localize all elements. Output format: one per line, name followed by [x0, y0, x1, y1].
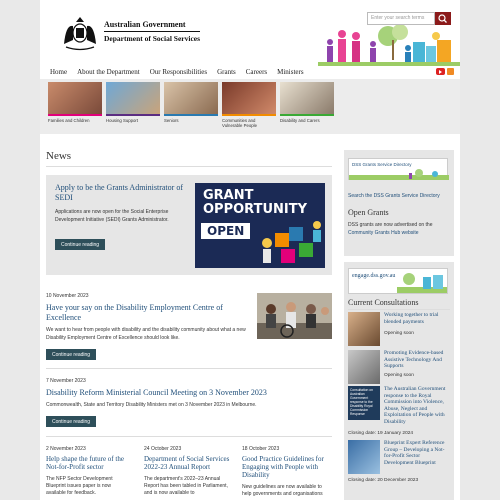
- grant-image-text-line1: GRANT OPPORTUNITY: [203, 188, 308, 217]
- news-divider: [46, 436, 332, 437]
- topic-color-bar: [106, 114, 160, 116]
- featured-news-title[interactable]: Apply to be the Grants Administrator of SEDI: [55, 183, 183, 202]
- consultation-item[interactable]: [348, 440, 450, 490]
- continue-reading-button[interactable]: Continue reading: [46, 349, 96, 360]
- topic-communities[interactable]: [222, 82, 276, 128]
- search-input[interactable]: [367, 12, 435, 25]
- main-navigation: [50, 68, 304, 78]
- grant-opportunity-image: [195, 183, 325, 268]
- department-name: Department of Social Services: [104, 34, 201, 43]
- news-text: New guidelines are now available to help governments and organisations: [242, 484, 323, 497]
- consultation-status: Opening soon: [384, 331, 414, 336]
- featured-news: [46, 175, 332, 275]
- disability-employment-image: [257, 293, 332, 339]
- news-title[interactable]: Have your say on the Disability Employment Centre of Excellence: [46, 303, 223, 322]
- grants-service-directory-title: DSS Grants Service Directory: [352, 162, 412, 167]
- featured-news-text: Applications are now open for the Social Enterprise Development Initiative (SEDI) Grants Administrator.: [55, 209, 169, 223]
- topic-disability[interactable]: [280, 82, 334, 123]
- consultation-closing-date: Closing date: 19 January 2024: [348, 431, 414, 436]
- topic-label: Seniors: [164, 118, 179, 123]
- search-placeholder: Enter your search terms: [371, 15, 425, 21]
- news-title[interactable]: Good Practice Guidelines for Engaging with People with Disability: [242, 455, 324, 479]
- youtube-icon[interactable]: [436, 68, 445, 75]
- consultation-thumbnail: [348, 350, 380, 384]
- search-icon: [435, 12, 451, 25]
- sidebar-divider: [348, 309, 450, 310]
- news-date: 18 October 2023: [242, 446, 280, 452]
- consultation-item[interactable]: [348, 350, 450, 388]
- news-divider: [46, 166, 332, 167]
- consultation-item[interactable]: [348, 386, 450, 442]
- consultation-title[interactable]: Promoting Evidence-based Assistive Technology And Supports: [384, 350, 444, 369]
- logo-divider: [104, 31, 200, 32]
- engage-banner: [397, 271, 447, 293]
- topic-color-bar: [48, 114, 102, 116]
- royal-commission-thumbnail: Consultation on Australian Government response to the Disability Royal Commission Response: [348, 386, 380, 420]
- news-date: 2 November 2023: [46, 446, 86, 452]
- topic-families[interactable]: [48, 82, 102, 123]
- news-date: 24 October 2023: [144, 446, 182, 452]
- topic-label: Housing Support: [106, 118, 139, 123]
- topic-strip: [40, 79, 460, 134]
- topic-seniors[interactable]: [164, 82, 218, 123]
- topic-label: Families and Children: [48, 118, 90, 123]
- news-text: The NFP Sector Development Blueprint issues paper is now available for feedback.: [46, 476, 113, 496]
- topic-thumbnail: [222, 82, 276, 114]
- coat-of-arms-icon: [60, 14, 100, 52]
- continue-reading-button[interactable]: Continue reading: [46, 416, 96, 427]
- current-consultations-heading: Current Consultations: [348, 298, 419, 307]
- consultation-closing-date: Closing date: 20 December 2023: [348, 478, 419, 483]
- nav-grants[interactable]: Grants: [217, 68, 236, 76]
- topic-housing[interactable]: [106, 82, 160, 123]
- government-name: Australian Government: [104, 20, 186, 29]
- news-title[interactable]: Help shape the future of the Not-for-Profit sector: [46, 455, 124, 471]
- news-text: We want to hear from people with disability and the disability community about what a new Disability Employment Centre of Excellence should look like.: [46, 327, 246, 341]
- news-text: Commonwealth, State and Territory Disability Ministers met on 3 November 2023 in Melbourne.: [46, 402, 257, 408]
- open-grants-heading: Open Grants: [348, 208, 389, 217]
- grant-image-text-line3: OPEN: [201, 223, 250, 239]
- news-date: 7 November 2023: [46, 378, 86, 384]
- nav-careers[interactable]: Careers: [245, 68, 268, 76]
- topic-label: Communities and Vulnerable People: [222, 118, 257, 128]
- topic-thumbnail: [48, 82, 102, 114]
- search-button[interactable]: [435, 12, 451, 25]
- news-divider: [46, 368, 332, 369]
- consultation-title[interactable]: Working together to trial blended payments: [384, 312, 439, 325]
- consultation-title[interactable]: Blueprint Expert Reference Group – Developing a Not-for-Profit Sector Development Blueprint: [384, 440, 445, 466]
- news-date: 10 November 2023: [46, 293, 89, 299]
- news-heading: News: [46, 150, 72, 162]
- topic-label: Disability and Carers: [280, 118, 320, 123]
- continue-reading-button[interactable]: Continue reading: [55, 239, 105, 250]
- rss-icon[interactable]: [447, 68, 454, 75]
- topic-thumbnail: [280, 82, 334, 114]
- topic-color-bar: [164, 114, 218, 116]
- nav-responsibilities[interactable]: Our Responsibilities: [149, 68, 208, 76]
- page: [40, 0, 460, 500]
- consultation-status: Opening soon: [384, 373, 414, 378]
- consultation-item[interactable]: [348, 312, 450, 350]
- nav-ministers[interactable]: Ministers: [277, 68, 304, 76]
- news-title[interactable]: Disability Reform Ministerial Council Meeting on 3 November 2023: [46, 388, 267, 397]
- topic-thumbnail: [164, 82, 218, 114]
- grants-sidebar: [344, 150, 454, 256]
- grant-image-illustration: [255, 213, 325, 268]
- consultation-thumbnail: [348, 312, 380, 346]
- topic-color-bar: [222, 114, 276, 116]
- nav-home[interactable]: Home: [50, 68, 68, 76]
- consultation-thumbnail: [348, 440, 380, 474]
- engage-card-title: engage.dss.gov.au: [352, 273, 396, 279]
- grants-directory-banner: [349, 169, 449, 180]
- news-title[interactable]: Department of Social Services 2022-23 Annual Report: [144, 455, 230, 471]
- header-banner-illustration: [318, 22, 460, 66]
- consultation-title[interactable]: The Australian Government response to the Royal Commission into Violence, Abuse, Neglect and Exploitation of People with Disability: [384, 386, 446, 425]
- nav-about[interactable]: About the Department: [77, 68, 140, 76]
- consultations-sidebar: [344, 262, 454, 500]
- grants-service-directory-link[interactable]: Search the DSS Grants Service Directory: [348, 193, 440, 199]
- social-links: [436, 68, 454, 75]
- open-grants-text: DSS grants are now advertised on the Community Grants Hub website: [348, 222, 433, 236]
- topic-thumbnail: [106, 82, 160, 114]
- community-grants-hub-link[interactable]: Community Grants Hub website: [348, 230, 419, 236]
- news-text: The department's 2022–23 Annual Report has been tabled in Parliament, and is now available to: [144, 476, 228, 496]
- engage-card[interactable]: [348, 268, 448, 294]
- grants-service-directory-card[interactable]: [348, 158, 448, 180]
- site-header: [40, 0, 460, 62]
- government-logo[interactable]: [60, 14, 200, 54]
- topic-color-bar: [280, 114, 334, 116]
